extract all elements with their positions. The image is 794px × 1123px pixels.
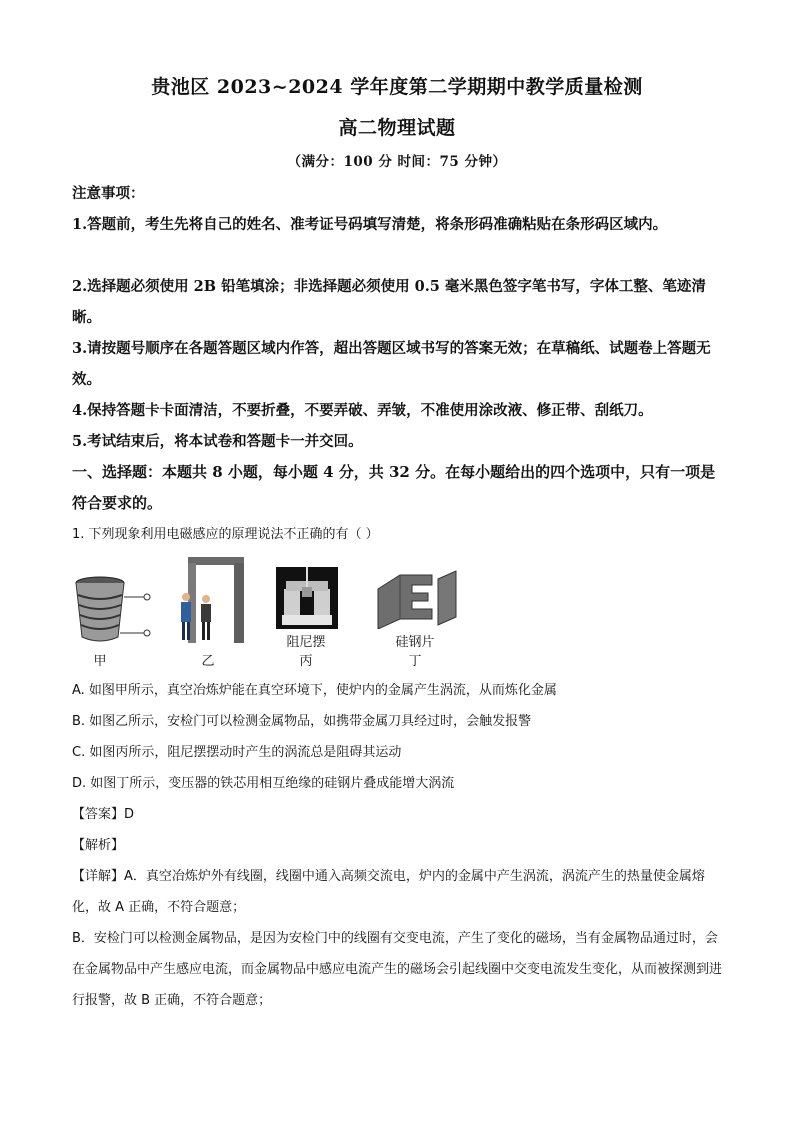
notice-item-4: 4.保持答题卡卡面清洁，不要折叠，不要弄破、弄皱，不准使用涂改液、修正带、刮纸刀。 (72, 402, 653, 419)
detail-tag: 【详解】 (72, 869, 125, 884)
exam-subtitle: 高二物理试题 (338, 117, 456, 139)
vacuum-furnace-figure (72, 573, 154, 645)
figure-label-bing-top: 阻尼摆 (286, 635, 326, 650)
exam-meta: （满分：100 分 时间：75 分钟） (287, 154, 507, 170)
question-1-figures (72, 555, 492, 675)
answer-tag: 【答案】 (72, 807, 125, 822)
security-gate-figure (176, 555, 248, 647)
exam-title: 贵池区 2023~2024 学年度第二学期期中教学质量检测 (151, 76, 643, 98)
notice-item-1: 1.答题前，考生先将自己的姓名、准考证号码填写清楚，将条形码准确粘贴在条形码区域内。 (72, 216, 668, 233)
answer-value: D (124, 807, 135, 822)
damping-pendulum-figure (276, 567, 338, 629)
notice-item-5: 5.考试结束后，将本试卷和答题卡一并交回。 (72, 433, 363, 450)
detail-a (72, 861, 722, 923)
notice-heading: 注意事项： (72, 185, 145, 202)
analysis-tag: 【解析】 (72, 838, 125, 853)
option-c: C. 如图丙所示，阻尼摆摆动时产生的涡流总是阻碍其运动 (72, 745, 402, 760)
figure-label-ding-top: 硅钢片 (395, 635, 435, 650)
section-1-heading: 一、选择题：本题共 8 小题，每小题 4 分，共 32 分。在每小题给出的四个选项中，只有一项是符合要求的。 (72, 463, 716, 512)
option-d: D. 如图丁所示，变压器的铁芯用相互绝缘的硅钢片叠成能增大涡流 (72, 776, 455, 791)
answer-line (72, 799, 722, 830)
option-b: B. 如图乙所示，安检门可以检测金属物品，如携带金属刀具经过时，会触发报警 (72, 714, 532, 729)
figure-label-bing: 丙 (299, 654, 313, 669)
detail-a-text: A．真空冶炼炉外有线圈，线圈中通入高频交流电，炉内的金属中产生涡流，涡流产生的热量使金属熔化，故 A 正确，不符合题意； (72, 869, 705, 915)
option-a: A. 如图甲所示，真空冶炼炉能在真空环境下，使炉内的金属产生涡流，从而炼化金属 (72, 683, 557, 698)
figure-label-yi: 乙 (201, 654, 215, 669)
notice-item-2: 2.选择题必须使用 2B 铅笔填涂；非选择题必须使用 0.5 毫米黑色签字笔书写，字体工整、笔迹清晰。 (72, 278, 706, 326)
silicon-steel-figure (372, 567, 462, 629)
notice-item-3: 3.请按题号顺序在各题答题区域内作答，超出答题区域书写的答案无效；在草稿纸、试题卷上答题无效。 (72, 340, 711, 388)
figure-label-ding: 丁 (408, 654, 422, 669)
figure-label-jia: 甲 (93, 654, 107, 669)
question-1-stem: 1. 下列现象利用电磁感应的原理说法不正确的有（ ） (72, 527, 379, 542)
detail-b: B．安检门可以检测金属物品，是因为安检门中的线圈有交变电流，产生了变化的磁场，当有金属物品通过时，会在金属物品中产生感应电流，而金属物品中感应电流产生的磁场会引起线圈中交变电流发生变化，从而被探测到进行报警，故 B 正确，不符合题意； (72, 931, 723, 1008)
